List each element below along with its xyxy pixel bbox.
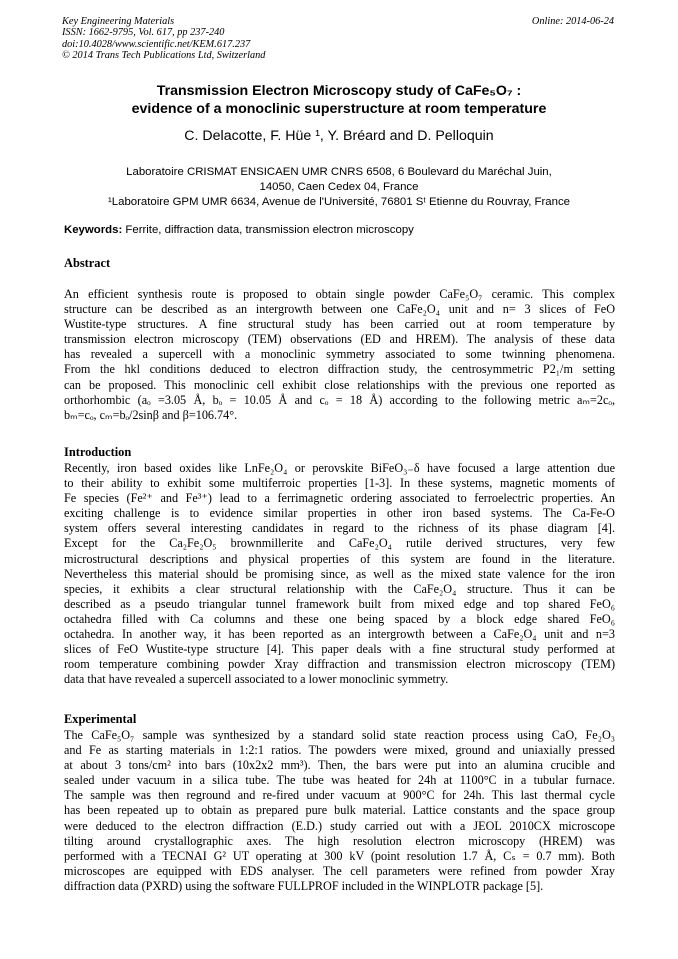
experimental-line: has been repeated up to obtain as prepared pure bulk material. Lattice constants and the space group: [64, 803, 615, 818]
experimental-line: at about 3 tons/cm² into bars (10x2x2 mm³). Then, the bars were put into an alumina crucible and: [64, 758, 615, 773]
title-line-2: evidence of a monoclinic superstructure at room temperature: [131, 101, 547, 117]
introduction-line: Recently, iron based oxides like LnFe₂O₄ or perovskite BiFeO₃₋δ have focused a large attention due: [64, 461, 615, 475]
experimental-line: The sample was then reground and re-fired under vacuum at 900°C for 24h. This last thermal cycle: [64, 788, 615, 803]
journal-metadata: [62, 16, 265, 62]
experimental-line: sealed under vacuum in a silica tube. The tube was heated for 24h at 1100°C in a tubular furnace.: [64, 773, 615, 788]
experimental-line: and Fe as starting materials in 1:2:1 ratios. The powders were mixed, ground and uniaxially pressed: [64, 743, 615, 758]
title-line-1: Transmission Electron Microscopy study of CaFe₅O₇ :: [156, 83, 522, 99]
abstract-body: [64, 287, 615, 423]
online-date: Online: 2014-06-24: [531, 16, 614, 27]
abstract-line: Wustite-type structures. A fine structural study has been carried out at room temperature by: [64, 317, 615, 332]
experimental-body: [64, 728, 615, 894]
introduction-line: data that have revealed a supercell associated to a lower monoclinic symmetry.: [64, 672, 449, 687]
introduction-line: system offers several interesting candidates in regard to the richness of its phase diagram [4].: [64, 521, 615, 536]
affiliations: [40, 165, 638, 209]
abstract-line: orthorhombic (aₒ =3.05 Å, bₒ = 10.05 Å and cₒ = 18 Å) according to the following metric aₘ=2cₒ,: [64, 392, 615, 407]
introduction-line: species, it exhibits a clear structural relationship with the CaFe₂O₄ structure. Thus it can be: [64, 581, 615, 596]
introduction-line: described as a pseudo triangular tunnel framework built from mixed edge and top shared FeO₆: [64, 596, 615, 611]
introduction-line: octahedra filled with Ca columns and these one being spaced by a block edge shared FeO₆: [64, 611, 615, 626]
keywords-text: Ferrite, diffraction data, transmission electron microscopy: [122, 224, 414, 236]
experimental-heading: Experimental: [64, 712, 137, 726]
affiliation-line-1: Laboratoire CRISMAT ENSICAEN UMR CNRS 6508, 6 Boulevard du Maréchal Juin,: [126, 166, 552, 178]
introduction-line: octahedra. In another way, it has been reported as an intergrowth between a CaFe₂O₄ unit and n=3: [64, 627, 615, 642]
journal-name: Key Engineering Materials: [62, 16, 175, 27]
abstract-line: bₘ=cₒ, cₘ=bₒ/2sinβ and β=106.74°.: [64, 407, 238, 422]
introduction-line: Fe species (Fe²⁺ and Fe³⁺) lead to a ferrimagnetic ordering associated to ferroelectric properties. An: [64, 491, 615, 506]
abstract-line: can be proposed. This monoclinic cell exhibit close relationships with the previous one reported as: [64, 377, 615, 392]
experimental-line: tilting around crystallographic axes. The high resolution electron microscopy (HREM) was: [64, 833, 615, 848]
abstract-line: From the hkl conditions deduced to electron diffraction study, the centrosymmetric P2₁/m setting: [64, 362, 615, 377]
keywords: [64, 224, 414, 236]
abstract-line: transmission electron microscopy (TEM) observations (ED and HREM). The analysis of these data: [64, 332, 615, 347]
introduction-line: slices of FeO Wustite-type structure [4]. This paper deals with a fine structural study performed at: [64, 642, 615, 657]
introduction-line: to their ability to exhibit some multiferroic properties [1-3]. In these systems, magnetic moments of: [64, 476, 615, 491]
experimental-line: performed with a TECNAI G² UT operating at 300 kV (point resolution 1.7 Å, Cₛ = 0.7 mm). Both: [64, 848, 615, 863]
paper-title: [40, 82, 638, 118]
introduction-line: Except for the Ca₂Fe₂O₅ brownmillerite and CaFe₂O₄ rutile derived structures, very few: [64, 536, 615, 551]
abstract-line: An efficient synthesis route is proposed to obtain single powder CaFe₅O₇ ceramic. This complex: [64, 287, 615, 301]
introduction-line: exciting challenge is to evidence similar properties in other iron based systems. The Ca-Fe-O: [64, 506, 615, 521]
experimental-line: The CaFe₅O₇ sample was synthesized by a standard solid state reaction process using CaO, Fe₂O₃: [64, 728, 615, 742]
introduction-heading: Introduction: [64, 445, 132, 459]
experimental-line: were deduced to the electron diffraction (E.D.) study carried out with a JEOL 2010CX microscope: [64, 818, 615, 833]
doi: doi:10.4028/www.scientific.net/KEM.617.237: [62, 38, 251, 50]
authors: C. Delacotte, F. Hüe ¹, Y. Bréard and D. Pelloquin: [184, 128, 494, 144]
keywords-label: Keywords:: [64, 224, 123, 236]
issn: ISSN: 1662-9795, Vol. 617, pp 237-240: [62, 27, 225, 39]
introduction-line: Nevertheless this material should be promising since, as well as the mixed state valence for the iron: [64, 566, 615, 581]
introduction-body: [64, 461, 615, 687]
experimental-line: diffraction data (PXRD) using the software FULLPROF included in the WINPLOTR package [5].: [64, 878, 544, 893]
affiliation-line-3: ¹Laboratoire GPM UMR 6634, Avenue de l'Université, 76801 Sᵗ Etienne du Rouvray, France: [107, 195, 571, 208]
abstract-line: has revealed a supercell with a monoclinic symmetry associated to some twinning phenomena.: [64, 347, 615, 362]
introduction-line: microstructural descriptions and physical properties of this system are found in the literature.: [64, 551, 615, 566]
abstract-heading: Abstract: [64, 256, 111, 270]
abstract-line: structure can be described as an intergrowth between one CaFe₂O₄ unit and n= 3 slices of FeO: [64, 302, 615, 317]
experimental-line: microscopes are equipped with EDS analyser. The cell parameters were refined from powder Xray: [64, 863, 615, 878]
copyright: © 2014 Trans Tech Publications Ltd, Switzerland: [62, 50, 266, 62]
introduction-line: room temperature combining powder Xray diffraction and transmission electron microscopy (TEM): [64, 657, 615, 672]
affiliation-line-2: 14050, Caen Cedex 04, France: [259, 180, 419, 193]
